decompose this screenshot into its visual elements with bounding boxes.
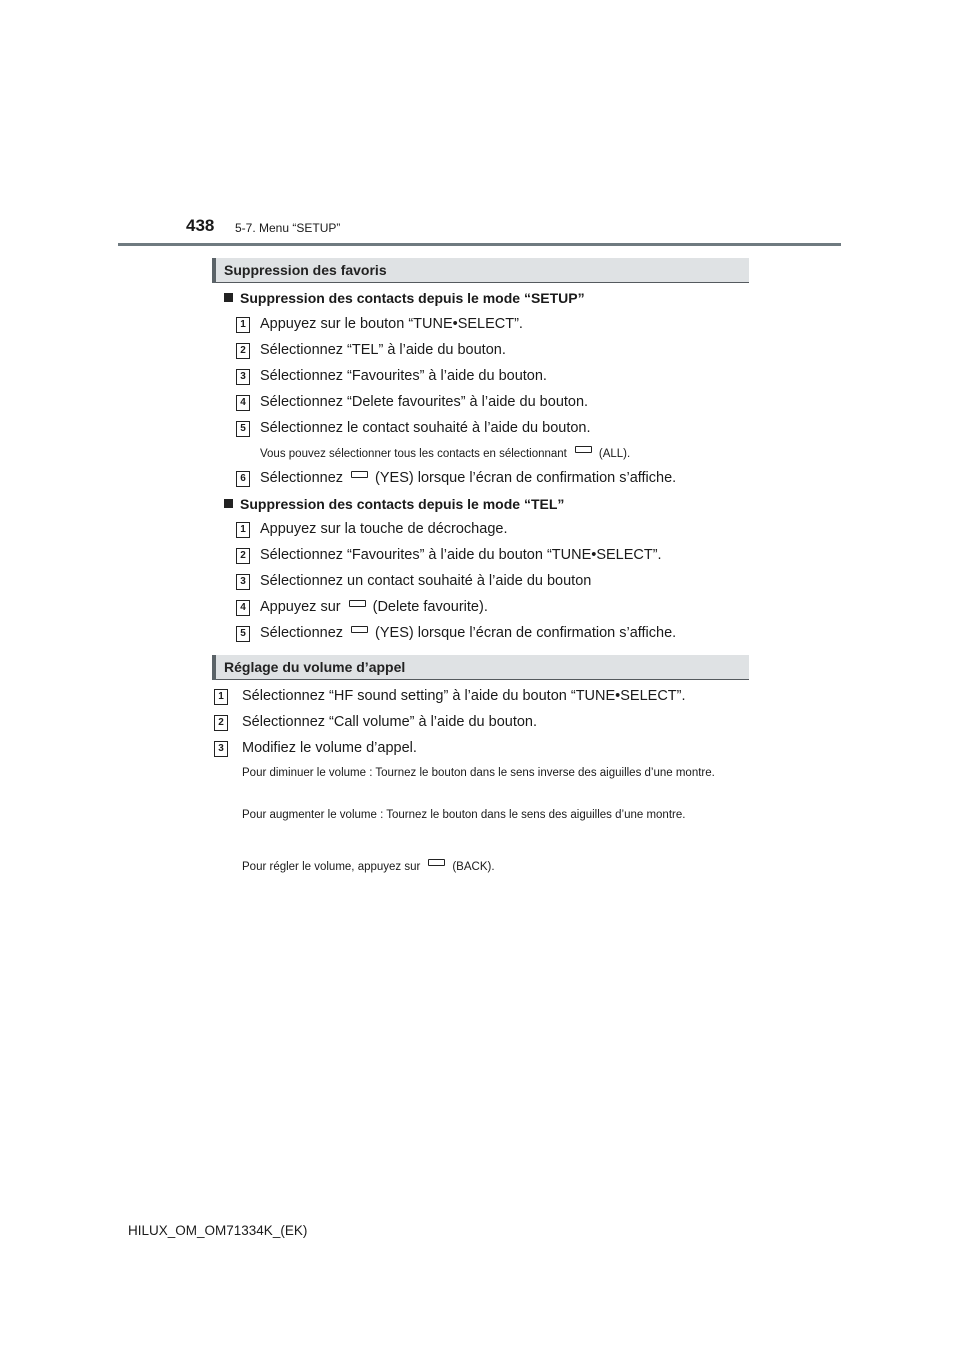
screen-button-icon [351, 471, 368, 478]
step-text: (Delete favourite). [372, 599, 488, 615]
chapter-title: 5-7. Menu “SETUP” [235, 221, 341, 235]
step-text: Sélectionnez le contact souhaité à l’aide du bouton. [260, 420, 591, 436]
section-header-call-volume [212, 655, 749, 680]
section-title: Suppression des favoris [224, 262, 387, 278]
note-select-all [260, 446, 630, 460]
step-text: (YES) lorsque l’écran de confirmation s’affiche. [375, 625, 677, 641]
document-code: HILUX_OM_OM71334K_(EK) [128, 1223, 308, 1238]
step-text: Appuyez sur le bouton “TUNE•SELECT”. [260, 316, 523, 332]
step-number-badge: 5 [236, 421, 250, 437]
step-number-badge: 1 [214, 689, 228, 705]
step-number-badge: 2 [236, 343, 250, 359]
step-text-wrap [260, 599, 488, 615]
subsection-tel-mode [224, 496, 564, 512]
note-text: (BACK). [452, 861, 495, 873]
note-text: Vous pouvez sélectionner tous les contacts en sélectionnant [260, 448, 567, 460]
screen-button-icon [349, 600, 366, 607]
note-back [242, 859, 495, 873]
step-text: Sélectionnez “Favourites” à l’aide du bouton. [260, 368, 547, 384]
note-text: (ALL). [598, 448, 631, 460]
step-number-badge: 1 [236, 522, 250, 538]
step-number-badge: 4 [236, 395, 250, 411]
section-title: Réglage du volume d’appel [224, 659, 406, 675]
screen-button-icon [575, 446, 592, 453]
step-text: Sélectionnez “Favourites” à l’aide du bouton “TUNE•SELECT”. [260, 547, 662, 563]
screen-button-icon [428, 859, 445, 866]
page-number: 438 [186, 216, 215, 235]
step-number-badge: 3 [214, 741, 228, 757]
step-number-badge: 6 [236, 471, 250, 487]
step-text: Appuyez sur [260, 599, 341, 615]
step-text-wrap [260, 470, 676, 486]
step-text: (YES) lorsque l’écran de confirmation s’affiche. [375, 470, 677, 486]
step-text: Sélectionnez “TEL” à l’aide du bouton. [260, 342, 506, 358]
step-text-wrap [260, 625, 676, 641]
step-text: Sélectionnez [260, 625, 344, 641]
step-text: Sélectionnez [260, 470, 344, 486]
subsection-setup-mode [224, 290, 585, 306]
header-rule [118, 243, 841, 246]
step-number-badge: 5 [236, 626, 250, 642]
screen-button-icon [351, 626, 368, 633]
section-header-delete-favourites [212, 258, 749, 283]
step-text: Modifiez le volume d’appel. [242, 740, 417, 756]
step-text: Sélectionnez “HF sound setting” à l’aide du bouton “TUNE•SELECT”. [242, 688, 686, 704]
step-number-badge: 4 [236, 600, 250, 616]
step-text: Appuyez sur la touche de décrochage. [260, 521, 508, 537]
subsection-title: Suppression des contacts depuis le mode “TEL” [240, 496, 565, 512]
subsection-title: Suppression des contacts depuis le mode “SETUP” [240, 290, 585, 306]
note-increase-volume: Pour augmenter le volume : Tournez le bouton dans le sens des aiguilles d’une montre. [242, 809, 686, 821]
note-decrease-volume: Pour diminuer le volume : Tournez le bouton dans le sens inverse des aiguilles d’une montre. [242, 767, 715, 779]
step-text: Sélectionnez “Delete favourites” à l’aide du bouton. [260, 394, 589, 410]
bullet-square-icon [224, 499, 233, 508]
step-number-badge: 2 [236, 548, 250, 564]
step-number-badge: 2 [214, 715, 228, 731]
step-number-badge: 3 [236, 369, 250, 385]
bullet-square-icon [224, 293, 233, 302]
note-text: Pour régler le volume, appuyez sur [242, 861, 421, 873]
step-number-badge: 1 [236, 317, 250, 333]
step-number-badge: 3 [236, 574, 250, 590]
step-text: Sélectionnez un contact souhaité à l’aide du bouton [260, 573, 592, 589]
step-text: Sélectionnez “Call volume” à l’aide du bouton. [242, 714, 538, 730]
